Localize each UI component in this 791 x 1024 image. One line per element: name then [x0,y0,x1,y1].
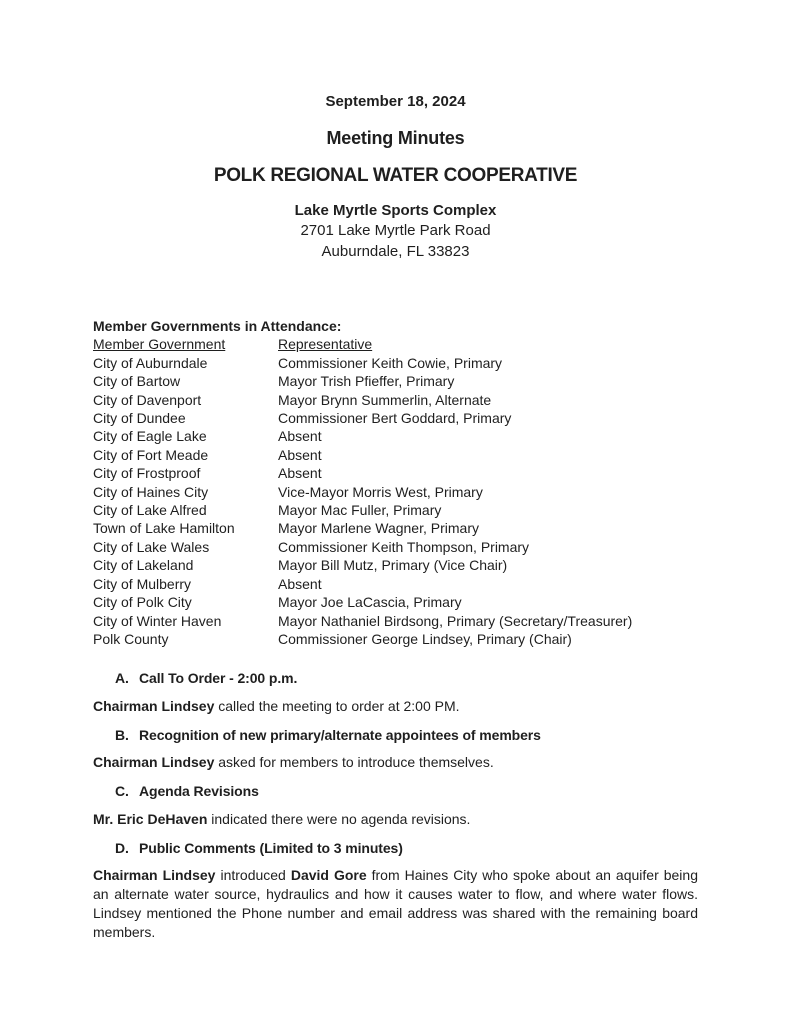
speaker-name: Chairman Lindsey [93,697,215,714]
paragraph-text: called the meeting to order at 2:00 PM. [214,697,460,714]
section-paragraph-b [93,753,698,772]
representative-cell: Commissioner Bert Goddard, Primary [278,410,512,427]
member-government-cell: City of Bartow [93,373,181,390]
member-government-cell: City of Haines City [93,483,209,500]
paragraph-text: asked for members to introduce themselves. [214,754,494,771]
paragraph-text: introduced [215,867,291,884]
representative-cell: Mayor Joe LaCascia, Primary [278,594,462,611]
representative-cell: Commissioner George Lindsey, Primary (Chair) [278,630,572,647]
column-header-representative: Representative [278,336,373,353]
section-paragraph-c [93,810,698,829]
minutes-body [93,669,698,942]
member-government-cell: City of Fort Meade [93,446,209,463]
representative-cell: Vice-Mayor Morris West, Primary [278,483,483,500]
organization-name: POLK REGIONAL WATER COOPERATIVE [213,165,578,186]
attendance-section [93,317,698,648]
representative-cell: Absent [278,575,322,592]
representative-cell: Mayor Trish Pfieffer, Primary [278,373,455,390]
member-government-cell: City of Dundee [93,410,186,427]
address-line-2: Auburndale, FL 33823 [321,242,470,260]
member-government-cell: City of Winter Haven [93,612,222,629]
doc-date: September 18, 2024 [325,93,466,110]
member-government-cell: City of Lake Wales [93,538,210,555]
representative-cell: Commissioner Keith Cowie, Primary [278,354,503,371]
representative-cell: Mayor Marlene Wagner, Primary [278,520,479,537]
representative-cell: Absent [278,446,322,463]
member-government-cell: City of Davenport [93,391,202,408]
section-heading-b [93,726,698,745]
member-government-cell: City of Polk City [93,594,192,611]
speaker-name: Mr. Eric DeHaven [93,810,208,827]
section-heading-d [93,839,698,858]
section-letter: C. [115,783,129,800]
paragraph-text: indicated there were no agenda revisions. [207,810,471,827]
member-government-cell: Polk County [93,630,169,647]
column-header-government: Member Government [93,336,226,353]
member-government-cell: City of Eagle Lake [93,428,207,445]
member-government-cell: City of Mulberry [93,575,192,592]
section-title: Public Comments (Limited to 3 minutes) [139,839,403,856]
paragraph-text: from Haines City who spoke about an aquifer being an alternate water source, hydraulics and how it causes water to flow, and where water flows. Lindsey mentioned the Phone number and email address was shared with the remaining board members. [93,867,698,941]
section-letter: A. [115,670,129,687]
member-government-cell: City of Lakeland [93,557,194,574]
section-paragraph-a [93,697,698,716]
section-title: Agenda Revisions [139,783,259,800]
member-government-cell: City of Frostproof [93,465,201,482]
speaker-name: Chairman Lindsey [93,867,216,884]
representative-cell: Absent [278,465,322,482]
section-title: Call To Order - 2:00 p.m. [139,670,298,687]
document-header [93,92,698,262]
representative-cell: Mayor Brynn Summerlin, Alternate [278,391,492,408]
section-heading-c [93,782,698,801]
representative-cell: Commissioner Keith Thompson, Primary [278,538,530,555]
section-letter: B. [115,726,129,743]
section-title: Recognition of new primary/alternate appointees of members [139,726,541,743]
section-paragraph-d [93,866,698,942]
address-line-1: 2701 Lake Myrtle Park Road [300,222,491,239]
venue-name: Lake Myrtle Sports Complex [294,202,497,219]
attendance-table [93,335,698,648]
attendance-heading: Member Governments in Attendance: [93,318,342,334]
speaker-name: Chairman Lindsey [93,754,215,771]
member-government-cell: City of Lake Alfred [93,502,207,519]
doc-title: Meeting Minutes [326,128,465,148]
member-government-cell: City of Auburndale [93,354,208,371]
representative-cell: Absent [278,428,322,445]
representative-cell: Mayor Bill Mutz, Primary (Vice Chair) [278,557,508,574]
representative-cell: Mayor Nathaniel Birdsong, Primary (Secretary/Treasurer) [278,612,633,629]
speaker-name: David Gore [290,867,367,884]
representative-cell: Mayor Mac Fuller, Primary [278,502,442,519]
member-government-cell: Town of Lake Hamilton [93,520,235,537]
section-letter: D. [115,839,129,856]
section-heading-a [93,669,698,688]
